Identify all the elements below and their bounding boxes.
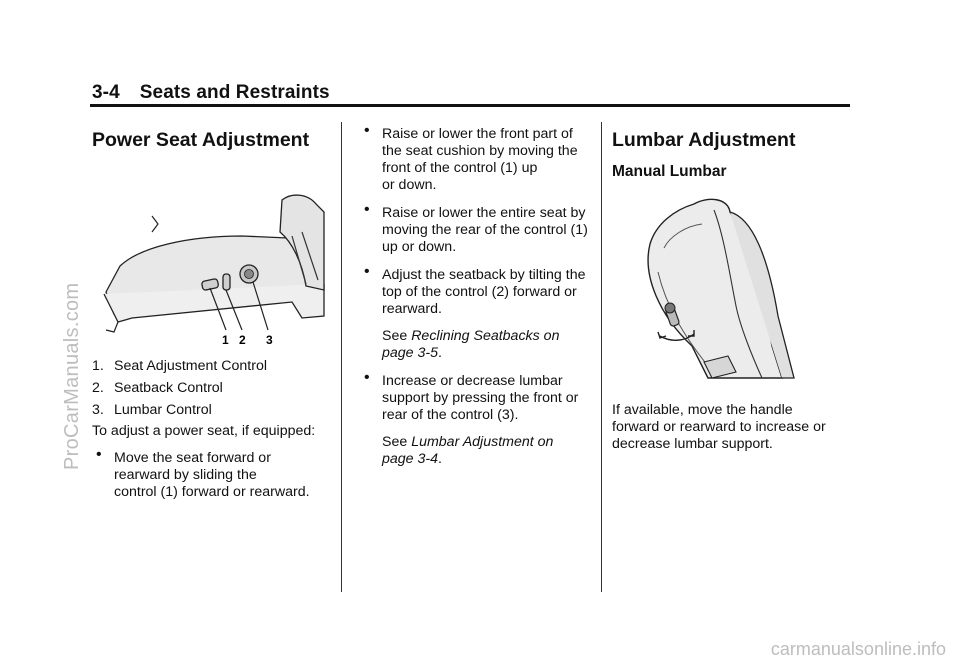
page-number: 3-4 bbox=[92, 82, 120, 103]
side-watermark: ProCarManuals.com bbox=[61, 282, 83, 470]
callout-1: 1 bbox=[222, 333, 229, 347]
bullet-item: • Raise or lower the entire seat by moving the rear of the control (1) up or down. bbox=[364, 201, 588, 255]
intro-text: To adjust a power seat, if equipped: bbox=[92, 423, 316, 439]
power-seat-heading: Power Seat Adjustment bbox=[92, 129, 310, 151]
reference-link[interactable]: Lumbar Adjustment on page 3-4 bbox=[382, 434, 554, 467]
lumbar-heading: Lumbar Adjustment bbox=[612, 129, 796, 151]
bullet-item: • Increase or decrease lumbar support by pressing the front or rear of the control (3). See Lumbar Adjustment on page 3-4. bbox=[360, 373, 592, 468]
lumbar-body-text: If available, move the handle forward or rearward to increase or decrease lumbar support. bbox=[612, 402, 826, 452]
bullet-item: • Raise or lower the front part of the seat cushion by moving the front of the control (1) up or down. bbox=[364, 122, 578, 193]
column-3 bbox=[612, 126, 852, 453]
cross-reference: See Lumbar Adjustment on page 3-4. bbox=[382, 434, 554, 467]
manual-lumbar-subheading: Manual Lumbar bbox=[612, 163, 727, 180]
bottom-watermark: carmanualsonline.info bbox=[770, 639, 946, 659]
power-seat-controls-illustration bbox=[92, 192, 328, 352]
bullet-item: • Adjust the seatback by tilting the top of the control (2) forward or rearward. See Reclining Seatbacks on page 3-5. bbox=[360, 267, 592, 362]
manual-lumbar-illustration bbox=[612, 196, 852, 386]
column-divider-2 bbox=[601, 122, 602, 592]
callout-3: 3 bbox=[266, 333, 273, 347]
callout-2: 2 bbox=[239, 333, 246, 347]
reference-link[interactable]: Reclining Seatbacks on page 3-5 bbox=[382, 328, 560, 361]
legend-item: 2. Seatback Control bbox=[92, 380, 223, 396]
figure-legend bbox=[92, 358, 332, 419]
column-2 bbox=[360, 122, 592, 479]
legend-item: 3. Lumbar Control bbox=[92, 402, 212, 418]
header-rule bbox=[90, 104, 850, 107]
bullet-list bbox=[360, 122, 592, 468]
legend-item: 1. Seat Adjustment Control bbox=[92, 358, 267, 374]
section-title: Seats and Restraints bbox=[139, 82, 330, 103]
column-divider-1 bbox=[341, 122, 342, 592]
column-1 bbox=[92, 126, 332, 512]
running-header bbox=[92, 82, 330, 104]
bullet-item: • Move the seat forward or rearward by sliding the control (1) forward or rearward. bbox=[96, 446, 310, 500]
cross-reference: See Reclining Seatbacks on page 3-5. bbox=[382, 328, 560, 361]
bullet-list bbox=[92, 446, 332, 501]
